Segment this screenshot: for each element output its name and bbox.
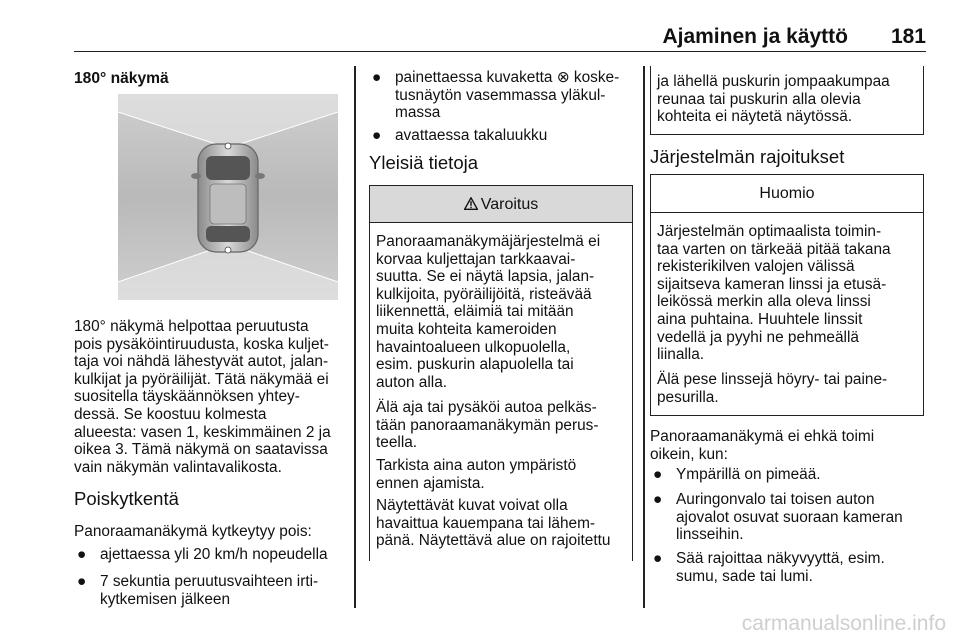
column-divider-2	[643, 66, 645, 608]
note-box	[650, 174, 924, 416]
page-header	[74, 18, 926, 52]
bullet-icon: ●	[77, 546, 87, 563]
watermark: carmanualsonline.info	[741, 612, 946, 635]
list-item: ● ajettaessa yli 20 km/h nopeudella	[77, 546, 328, 563]
note-paragraph: Älä pese linssejä höyry- tai paine- pesurilla.	[657, 371, 888, 406]
warning-paragraph: Älä aja tai pysäköi autoa pelkäs- tään panoraamanäkymän perus- teella.	[376, 399, 599, 452]
warning-header	[370, 185, 632, 223]
deactivation-intro: Panoraamanäkymä kytkeytyy pois:	[74, 523, 312, 540]
note-paragraph: Järjestelmän optimaalista toimin- taa varten on tärkeää pitää takana rekisterikilven valojen välissä sijaitseva kameran linssi ja etusä- leikössä merkin alla oleva linssi aina puhtaina. Huuhtele linssit vedellä ja pyyhi ne pehmeällä liinalla.	[657, 223, 891, 364]
warning-paragraph: Näytettävät kuvat voivat olla havaittua kauempana tai lähem- pänä. Näytettävä alue on rajoitettu	[376, 497, 611, 550]
bullet-icon: ●	[653, 550, 663, 567]
note-title: Huomio	[651, 175, 923, 213]
bullet-icon: ●	[372, 127, 382, 144]
warning-paragraph: ja lähellä puskurin jompaakumpaa reunaa tai puskurin alla olevia kohteita ei näytetä näytössä.	[657, 73, 890, 126]
car-camera-view-illustration	[118, 94, 338, 300]
column-divider-1	[354, 66, 356, 608]
page-number: 181	[890, 25, 926, 48]
bullet-icon: ●	[77, 573, 87, 590]
warning-paragraph: Panoraamanäkymäjärjestelmä ei korvaa kuljettajan tarkkaavai- suutta. Se ei näytä lapsia, jalan- kulkijoita, pyöräilijöitä, risteävää liikennettä, eläimiä tai mitään muita kohteita kameroiden havaintoalueen ulkopuolella, esim. puskurin alapuolella tai auton alla.	[376, 233, 601, 391]
warning-triangle-icon	[464, 197, 478, 210]
bullet-icon: ●	[653, 491, 663, 508]
list-item: ● Sää rajoittaa näkyvyyttä, esim. sumu, sade tai lumi.	[653, 550, 885, 585]
warning-box-continued	[650, 66, 924, 135]
heading-180-view: 180° näkymä	[74, 70, 169, 87]
warning-paragraph: Tarkista aina auton ympäristö ennen ajamista.	[376, 457, 577, 492]
paragraph-180-view: 180° näkymä helpottaa peruutusta pois pysäköintiruudusta, koska kuljet- taja voi nähdä lähestyvät autot, jalan- kulkijat ja pyöräilijät. Tätä näkymää ei suositella täyskäännöksen yhtey- dessä. Se koostuu kolmesta alueesta: vasen 1, keskimmäinen 2 ja oikea 3. Tämä näkymä on saatavissa vain näkymän valintavalikosta.	[74, 318, 331, 476]
list-item: ● painettaessa kuvaketta ⊗ koske- tusnäytön vasemmassa yläkul- massa	[372, 69, 620, 122]
list-item: ● 7 sekuntia peruutusvaihteen irti- kytkemisen jälkeen	[77, 573, 319, 608]
section-title: Ajaminen ja käyttö	[662, 25, 848, 48]
heading-deactivation: Poiskytkentä	[74, 488, 179, 509]
warning-box	[369, 185, 633, 561]
limitations-intro: Panoraamanäkymä ei ehkä toimi oikein, kun:	[650, 428, 875, 463]
list-item: ● Auringonvalo tai toisen auton ajovalot osuvat suoraan kameran linsseihin.	[653, 491, 903, 544]
bullet-icon: ●	[372, 69, 382, 86]
warning-title: Varoitus	[480, 196, 539, 213]
heading-general-info: Yleisiä tietoja	[369, 152, 479, 173]
list-item: ● avattaessa takaluukku	[372, 127, 548, 144]
bullet-icon: ●	[653, 466, 663, 483]
list-item: ● Ympärillä on pimeää.	[653, 466, 821, 483]
heading-system-limitations: Järjestelmän rajoitukset	[650, 146, 845, 167]
